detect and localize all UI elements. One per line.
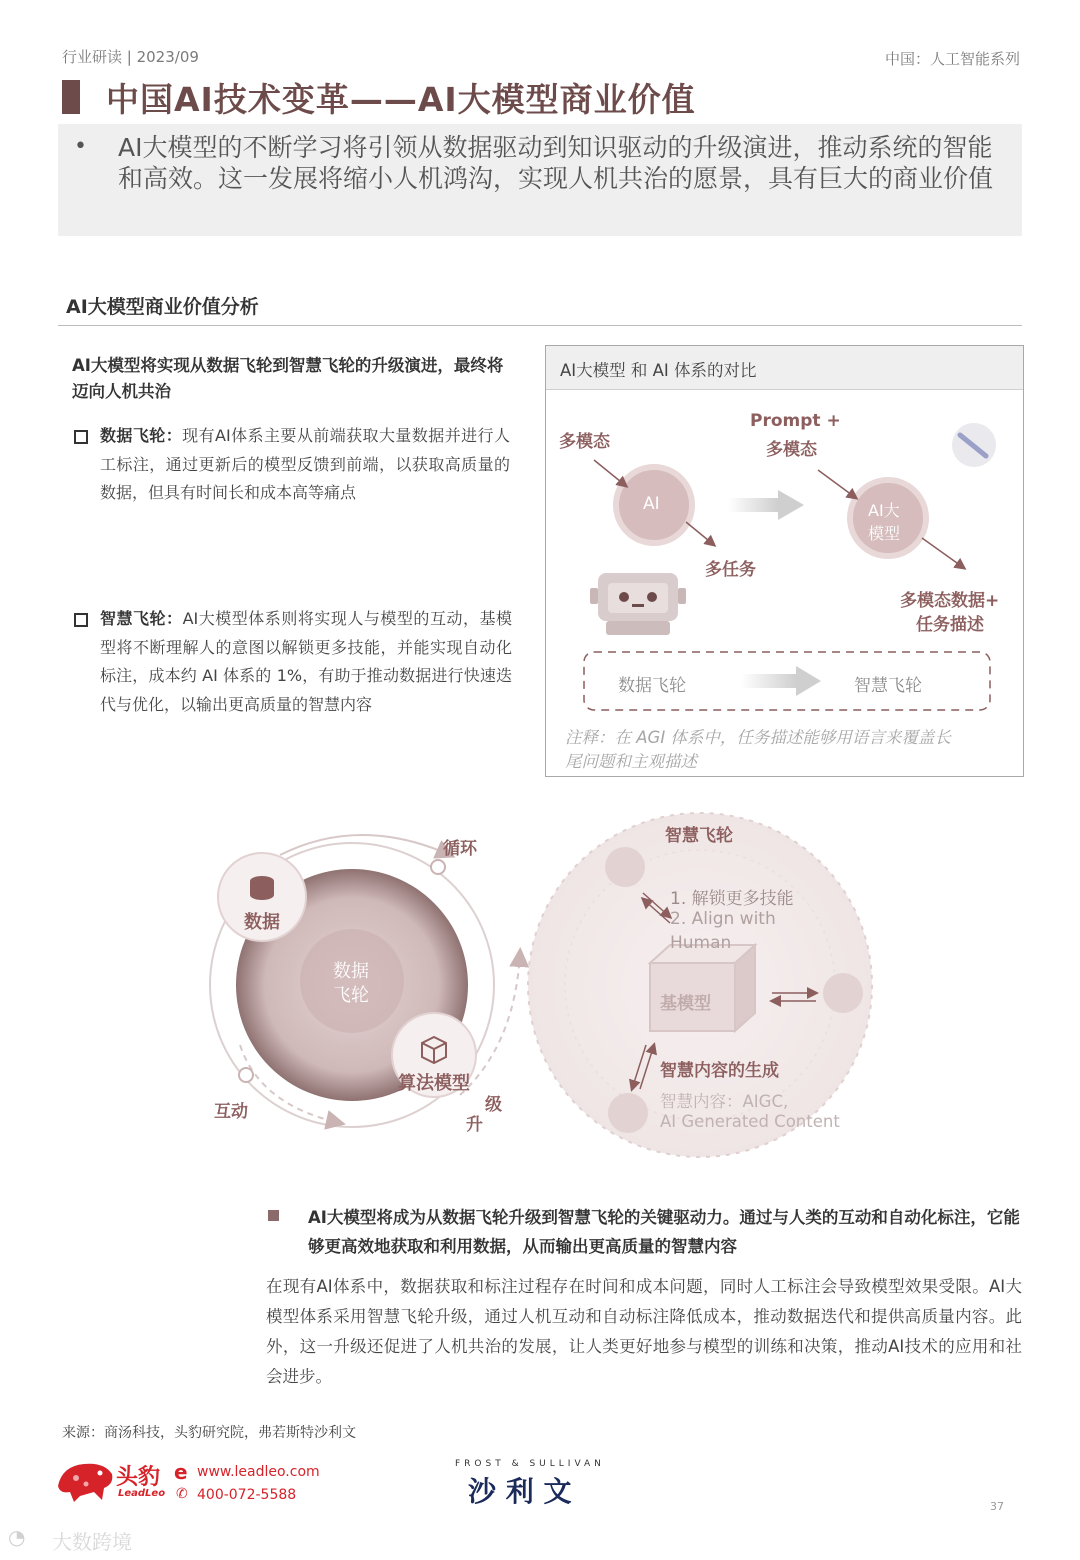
output-arrow (922, 538, 964, 568)
label-data-flywheel-2: 飞轮 (333, 985, 369, 1006)
checkbox-icon (74, 430, 88, 444)
label-prompt-multimodal: 多模态 (766, 440, 817, 460)
footer-phone: 400-072-5588 (197, 1487, 297, 1503)
label-step-2a: 2. Align with (670, 909, 776, 929)
label-content-2: AI Generated Content (660, 1112, 840, 1131)
label-algorithm: 算法模型 (398, 1073, 470, 1094)
robot-icon (590, 573, 686, 635)
item-wisdom-flywheel (100, 605, 512, 719)
fs-cn: 沙 利 文 (468, 1475, 572, 1508)
fs-en: FROST & SULLIVAN (455, 1459, 605, 1469)
item-title: 智慧飞轮： (100, 609, 183, 628)
page-title: 中国AI技术变革——AI大模型商业价值 (106, 80, 696, 119)
section-title: AI大模型商业价值分析 (66, 296, 259, 318)
label-cycle: 循环 (443, 839, 477, 859)
base-model-cube (650, 945, 755, 1031)
item-body: AI大模型体系则将实现人与模型的互动，基模型将不断理解人的意图以解锁更多技能，并能实现自动化标注，成本约 AI 体系的 1%，有助于推动数据进行快速迭代与优化，以输出更高质量的智慧内容 (100, 609, 512, 714)
label-large-model-2: 模型 (868, 524, 901, 543)
item-body: 现有AI体系主要从前端获取大量数据并进行人工标注，通过更新后的模型反馈到前端，以获取高质量的数据，但具有时间长和成本高等痛点 (100, 426, 510, 502)
header-right: 中国：人工智能系列 (884, 50, 1020, 68)
label-step-2b: Human (670, 933, 732, 953)
item-title: 数据飞轮： (100, 426, 183, 445)
comparison-heading: AI大模型 和 AI 体系的对比 (560, 361, 757, 380)
label-base-model: 基模型 (660, 994, 711, 1014)
label-wisdom-title: 智慧飞轮 (665, 826, 733, 846)
output-arrow (686, 522, 714, 545)
section-divider (58, 325, 1022, 326)
label-step-1: 1. 解锁更多技能 (670, 889, 794, 909)
bullet-marker: • (74, 134, 87, 159)
brand-cn: 头豹 (116, 1465, 161, 1490)
title-accent-bar (62, 80, 80, 114)
key-point-text: AI大模型的不断学习将引领从数据驱动到知识驱动的升级演进，推动系统的智能和高效。这一发展将缩小人机鸿沟，实现人机共治的愿景，具有巨大的商业价值 (118, 133, 994, 193)
checkbox-icon (74, 613, 88, 627)
source-note: 来源：商汤科技，头豹研究院，弗若斯特沙利文 (62, 1425, 356, 1441)
watermark-text: 大数跨境 (52, 1530, 132, 1554)
label-large-model-1: AI大 (868, 501, 900, 520)
cycle-arrow (280, 835, 450, 855)
label-generation: 智慧内容的生成 (660, 1061, 779, 1081)
input-arrow (594, 460, 626, 486)
label-data-flywheel-1: 数据 (333, 961, 369, 982)
summary-body: 在现有AI体系中，数据获取和标注过程存在时间和成本问题，同时人工标注会导致模型效果受限。AI大模型体系采用智慧飞轮升级，通过人机互动和自动标注降低成本，推动数据迭代和提供高质量内容。此外，这一升级还促进了人机共治的发展，让人类更好地参与模型的训练和决策，推动AI技术的应用和社会进步。 (266, 1277, 1022, 1386)
input-arrow (818, 470, 856, 498)
compare-arrow-head (796, 666, 821, 696)
label-upgrade-1: 级 (485, 1095, 502, 1115)
header-left: 行业研读 | 2023/09 (62, 48, 199, 66)
phone-icon: ✆ (176, 1486, 188, 1502)
label-data: 数据 (244, 912, 280, 933)
label-data-flywheel: 数据飞轮 (618, 676, 686, 696)
flywheel-diagram (200, 805, 900, 1195)
label-output-task: 任务描述 (916, 615, 984, 635)
summary-bold: AI大模型将成为从数据飞轮升级到智慧飞轮的关键驱动力。通过与人类的互动和自动化标注，它能够更高效地获取和利用数据，从而输出更高质量的智慧内容 (308, 1208, 1020, 1256)
label-ai: AI (643, 494, 660, 514)
label-output-data: 多模态数据+ (900, 591, 1000, 611)
comparison-header (546, 346, 1023, 390)
brand-en: LeadLeo (118, 1488, 166, 1499)
leopard-logo-icon (54, 1456, 116, 1504)
upgrade-arrow-body (728, 498, 778, 512)
compare-arrow-body (741, 674, 796, 688)
summary-marker (268, 1210, 279, 1221)
database-icon (250, 876, 274, 900)
lead-text: AI大模型将实现从数据飞轮到智慧飞轮的升级演进，最终将迈向人机共治 (72, 356, 504, 401)
watermark-icon: ◔ (8, 1525, 26, 1549)
upgrade-arrow-head (778, 490, 804, 520)
comparison-note: 注释：在 AGI 体系中，任务描述能够用语言来覆盖长尾问题和主观描述 (565, 728, 951, 771)
footer-web[interactable]: www.leadleo.com (197, 1464, 320, 1480)
label-wisdom-flywheel: 智慧飞轮 (854, 676, 922, 696)
page-number: 37 (990, 1500, 1004, 1513)
item-data-flywheel (100, 422, 510, 508)
label-content-1: 智慧内容：AIGC, (660, 1092, 789, 1111)
label-multimodal: 多模态 (559, 432, 610, 452)
label-upgrade-2: 升 (466, 1115, 483, 1135)
web-icon: e (174, 1460, 188, 1484)
label-prompt: Prompt + (750, 411, 841, 431)
label-multitask: 多任务 (705, 560, 756, 580)
label-interact: 互动 (214, 1102, 248, 1122)
